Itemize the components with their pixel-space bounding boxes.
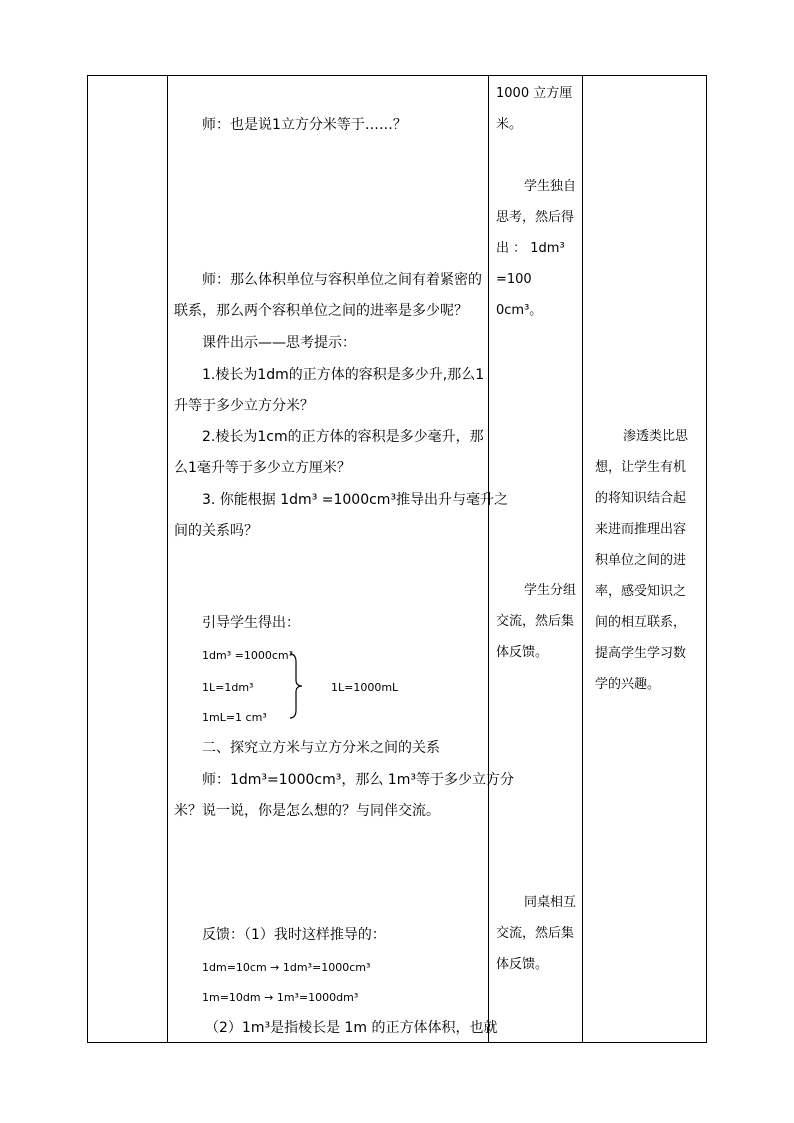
intent-line: 间的相互联系，: [595, 615, 687, 630]
intent-line: 率，感受知识之: [595, 584, 687, 599]
main-line: 师：那么体积单位与容积单位之间有着紧密的: [202, 272, 482, 288]
main-line: 3. 你能根据 1dm³ =1000cm³推导出升与毫升之: [202, 492, 509, 508]
main-line: 联系，那么两个容积单位之间的进率是多少呢？: [174, 303, 468, 319]
intent-line: 学的兴趣。: [595, 677, 661, 692]
main-line: 师：1dm³=1000cm³，那么 1m³等于多少立方分: [202, 772, 514, 788]
column-divider-1: [167, 76, 168, 1042]
student-line: 学生独自: [524, 179, 577, 194]
main-line: 反馈：（1）我时这样推导的：: [202, 927, 386, 943]
equation: 1L=1dm³: [202, 681, 254, 694]
student-line: 0cm³。: [496, 303, 543, 318]
main-line: 2.棱长为1cm的正方体的容积是多少毫升，那: [202, 429, 484, 445]
student-line: 体反馈。: [496, 645, 549, 660]
student-line: 1000 立方厘: [496, 86, 573, 101]
intent-line: 的将知识结合起: [595, 491, 687, 506]
student-line: =100: [496, 272, 532, 287]
intent-line: 提高学生学习数: [595, 646, 687, 661]
main-line: 升等于多少立方分米？: [174, 398, 314, 414]
main-line: 1.棱长为1dm的正方体的容积是多少升,那么1: [202, 367, 485, 383]
intent-line: 来进而推理出容: [595, 522, 687, 537]
main-line: （2）1m³是指棱长是 1m 的正方体体积，也就: [205, 1020, 498, 1036]
student-line: 体反馈。: [496, 957, 549, 972]
column-divider-3: [582, 76, 583, 1042]
right-brace-icon: [288, 652, 304, 720]
main-line: 引导学生得出：: [202, 615, 300, 631]
student-line: 同桌相互: [524, 895, 577, 910]
student-line: 米。: [496, 117, 523, 132]
main-line: 米？说一说，你是怎么想的？与同伴交流。: [174, 803, 440, 819]
student-line: 出 ： 1dm³: [496, 241, 565, 256]
student-line: 学生分组: [524, 583, 577, 598]
equation: 1m=10dm → 1m³=1000dm³: [202, 991, 359, 1004]
intent-line: 想，让学生有机: [595, 460, 687, 475]
equation: 1L=1000mL: [331, 681, 399, 694]
main-line: 么1毫升等于多少立方厘米？: [174, 460, 351, 476]
main-line: 课件出示——思考提示：: [202, 335, 356, 351]
section-heading: 二、探究立方米与立方分米之间的关系: [202, 740, 440, 756]
intent-line: 积单位之间的进: [595, 553, 687, 568]
equation: 1dm=10cm → 1dm³=1000cm³: [202, 961, 371, 974]
intent-line: 渗透类比思: [623, 429, 689, 444]
main-line: 师：也是说1立方分米等于……？: [202, 117, 407, 133]
student-line: 思考，然后得: [496, 210, 575, 225]
equation: 1dm³ =1000cm³: [202, 649, 293, 662]
student-line: 交流，然后集: [496, 614, 575, 629]
column-divider-2: [488, 76, 489, 1042]
main-line: 间的关系吗？: [174, 523, 258, 539]
equation: 1mL=1 cm³: [202, 711, 267, 724]
student-line: 交流，然后集: [496, 926, 575, 941]
